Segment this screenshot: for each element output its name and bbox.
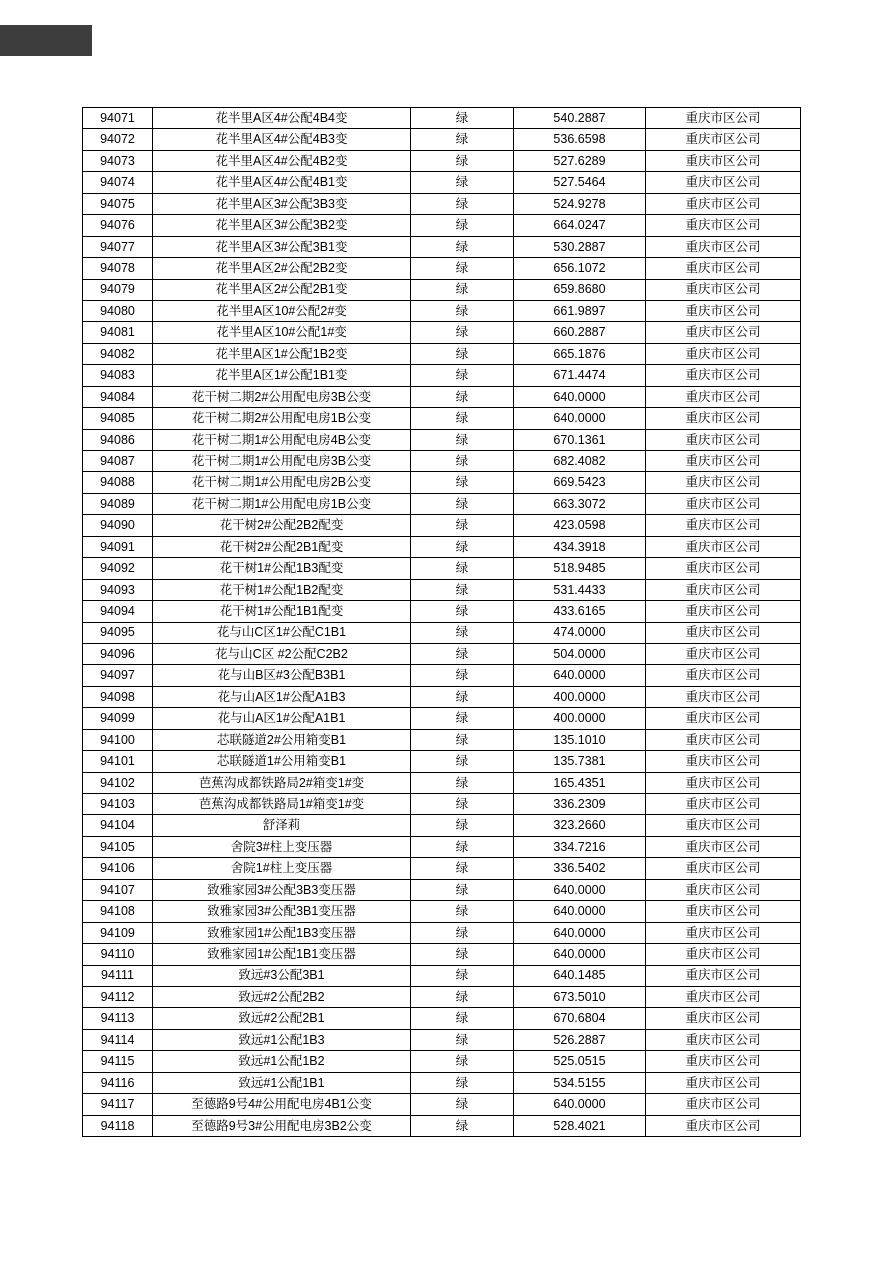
table-row [83,858,801,879]
cell-capacity-value: 530.2887 [514,236,646,257]
table-row [83,451,801,472]
cell-capacity-value: 525.0515 [514,1051,646,1072]
table-row [83,836,801,857]
cell-capacity-value: 640.0000 [514,665,646,686]
cell-company: 重庆市区公司 [646,794,801,815]
cell-status: 绿 [411,515,514,536]
cell-transformer-name: 致远#1公配1B1 [153,1072,411,1093]
cell-row-id: 94112 [83,986,153,1007]
cell-status: 绿 [411,1029,514,1050]
cell-row-id: 94080 [83,300,153,321]
cell-company: 重庆市区公司 [646,365,801,386]
cell-transformer-name: 致远#1公配1B2 [153,1051,411,1072]
cell-company: 重庆市区公司 [646,429,801,450]
cell-transformer-name: 舍院3#柱上变压器 [153,836,411,857]
cell-capacity-value: 524.9278 [514,193,646,214]
cell-row-id: 94083 [83,365,153,386]
cell-row-id: 94075 [83,193,153,214]
cell-capacity-value: 531.4433 [514,579,646,600]
cell-capacity-value: 669.5423 [514,472,646,493]
cell-row-id: 94115 [83,1051,153,1072]
cell-transformer-name: 芭蕉沟成都铁路局2#箱变1#变 [153,772,411,793]
cell-transformer-name: 花干树1#公配1B1配变 [153,601,411,622]
cell-transformer-name: 花半里A区4#公配4B2变 [153,150,411,171]
cell-company: 重庆市区公司 [646,1029,801,1050]
cell-row-id: 94073 [83,150,153,171]
cell-transformer-name: 致雅家园3#公配3B1变压器 [153,901,411,922]
table-row [83,172,801,193]
cell-transformer-name: 花干树1#公配1B2配变 [153,579,411,600]
table-row [83,879,801,900]
cell-row-id: 94089 [83,493,153,514]
cell-transformer-name: 花与山C区1#公配C1B1 [153,622,411,643]
cell-transformer-name: 至德路9号3#公用配电房3B2公变 [153,1115,411,1136]
cell-row-id: 94109 [83,922,153,943]
cell-capacity-value: 527.6289 [514,150,646,171]
table-row [83,579,801,600]
table-row [83,922,801,943]
cell-status: 绿 [411,493,514,514]
cell-company: 重庆市区公司 [646,751,801,772]
table-row [83,729,801,750]
cell-transformer-name: 花与山C区 #2公配C2B2 [153,643,411,664]
cell-capacity-value: 670.6804 [514,1008,646,1029]
cell-company: 重庆市区公司 [646,815,801,836]
cell-status: 绿 [411,665,514,686]
cell-transformer-name: 花干树1#公配1B3配变 [153,558,411,579]
cell-capacity-value: 540.2887 [514,108,646,129]
cell-capacity-value: 534.5155 [514,1072,646,1093]
cell-status: 绿 [411,386,514,407]
cell-status: 绿 [411,879,514,900]
table-row [83,901,801,922]
cell-company: 重庆市区公司 [646,472,801,493]
cell-row-id: 94117 [83,1094,153,1115]
cell-status: 绿 [411,172,514,193]
table-row [83,1008,801,1029]
cell-status: 绿 [411,300,514,321]
cell-status: 绿 [411,686,514,707]
cell-transformer-name: 花半里A区3#公配3B2变 [153,215,411,236]
cell-capacity-value: 528.4021 [514,1115,646,1136]
cell-row-id: 94094 [83,601,153,622]
cell-company: 重庆市区公司 [646,729,801,750]
cell-status: 绿 [411,408,514,429]
cell-row-id: 94100 [83,729,153,750]
cell-row-id: 94110 [83,944,153,965]
cell-company: 重庆市区公司 [646,922,801,943]
cell-row-id: 94072 [83,129,153,150]
cell-status: 绿 [411,215,514,236]
cell-row-id: 94099 [83,708,153,729]
screen-corner-artifact [0,25,92,56]
cell-capacity-value: 640.0000 [514,408,646,429]
cell-company: 重庆市区公司 [646,536,801,557]
cell-company: 重庆市区公司 [646,1051,801,1072]
table-row [83,386,801,407]
cell-company: 重庆市区公司 [646,901,801,922]
cell-row-id: 94098 [83,686,153,707]
table-row [83,986,801,1007]
cell-status: 绿 [411,279,514,300]
cell-transformer-name: 花与山B区#3公配B3B1 [153,665,411,686]
cell-company: 重庆市区公司 [646,215,801,236]
cell-company: 重庆市区公司 [646,665,801,686]
table-row [83,686,801,707]
cell-status: 绿 [411,1115,514,1136]
table-row [83,1051,801,1072]
cell-transformer-name: 致雅家园3#公配3B3变压器 [153,879,411,900]
cell-row-id: 94107 [83,879,153,900]
table-row [83,708,801,729]
cell-status: 绿 [411,429,514,450]
cell-capacity-value: 664.0247 [514,215,646,236]
cell-row-id: 94085 [83,408,153,429]
cell-row-id: 94087 [83,451,153,472]
cell-company: 重庆市区公司 [646,108,801,129]
cell-transformer-name: 花干树二期1#公用配电房4B公变 [153,429,411,450]
cell-row-id: 94077 [83,236,153,257]
cell-capacity-value: 660.2887 [514,322,646,343]
cell-capacity-value: 640.0000 [514,879,646,900]
table-row [83,343,801,364]
cell-status: 绿 [411,579,514,600]
cell-company: 重庆市区公司 [646,386,801,407]
cell-status: 绿 [411,129,514,150]
cell-row-id: 94106 [83,858,153,879]
table-row [83,108,801,129]
cell-transformer-name: 花半里A区10#公配1#变 [153,322,411,343]
cell-status: 绿 [411,965,514,986]
cell-status: 绿 [411,365,514,386]
cell-transformer-name: 至德路9号4#公用配电房4B1公变 [153,1094,411,1115]
cell-company: 重庆市区公司 [646,1008,801,1029]
cell-row-id: 94078 [83,258,153,279]
cell-transformer-name: 花干树二期1#公用配电房1B公变 [153,493,411,514]
cell-status: 绿 [411,236,514,257]
table-row [83,751,801,772]
cell-capacity-value: 336.5402 [514,858,646,879]
cell-transformer-name: 致远#3公配3B1 [153,965,411,986]
table-row [83,601,801,622]
cell-capacity-value: 659.8680 [514,279,646,300]
cell-capacity-value: 323.2660 [514,815,646,836]
table-row [83,794,801,815]
cell-company: 重庆市区公司 [646,622,801,643]
table-row [83,300,801,321]
table-row [83,493,801,514]
cell-transformer-name: 花半里A区2#公配2B2变 [153,258,411,279]
cell-row-id: 94113 [83,1008,153,1029]
cell-transformer-name: 花半里A区3#公配3B1变 [153,236,411,257]
cell-transformer-name: 致远#1公配1B3 [153,1029,411,1050]
cell-capacity-value: 474.0000 [514,622,646,643]
cell-row-id: 94118 [83,1115,153,1136]
cell-capacity-value: 663.3072 [514,493,646,514]
cell-status: 绿 [411,815,514,836]
cell-capacity-value: 527.5464 [514,172,646,193]
cell-capacity-value: 640.1485 [514,965,646,986]
cell-status: 绿 [411,794,514,815]
cell-row-id: 94088 [83,472,153,493]
table-row [83,965,801,986]
cell-company: 重庆市区公司 [646,451,801,472]
cell-transformer-name: 花干树二期2#公用配电房3B公变 [153,386,411,407]
cell-capacity-value: 661.9897 [514,300,646,321]
cell-status: 绿 [411,558,514,579]
cell-status: 绿 [411,1094,514,1115]
cell-capacity-value: 640.0000 [514,922,646,943]
cell-company: 重庆市区公司 [646,836,801,857]
cell-status: 绿 [411,343,514,364]
cell-status: 绿 [411,472,514,493]
cell-capacity-value: 640.0000 [514,1094,646,1115]
cell-row-id: 94079 [83,279,153,300]
cell-capacity-value: 682.4082 [514,451,646,472]
cell-status: 绿 [411,1008,514,1029]
cell-company: 重庆市区公司 [646,579,801,600]
cell-capacity-value: 640.0000 [514,901,646,922]
table-row [83,622,801,643]
cell-transformer-name: 致雅家园1#公配1B3变压器 [153,922,411,943]
cell-company: 重庆市区公司 [646,258,801,279]
cell-row-id: 94101 [83,751,153,772]
cell-company: 重庆市区公司 [646,944,801,965]
cell-status: 绿 [411,922,514,943]
cell-company: 重庆市区公司 [646,172,801,193]
cell-status: 绿 [411,751,514,772]
cell-status: 绿 [411,643,514,664]
cell-capacity-value: 504.0000 [514,643,646,664]
cell-company: 重庆市区公司 [646,879,801,900]
cell-row-id: 94108 [83,901,153,922]
cell-transformer-name: 致远#2公配2B1 [153,1008,411,1029]
cell-transformer-name: 花干树二期2#公用配电房1B公变 [153,408,411,429]
cell-capacity-value: 433.6165 [514,601,646,622]
table-row [83,815,801,836]
cell-capacity-value: 673.5010 [514,986,646,1007]
cell-transformer-name: 花半里A区1#公配1B2变 [153,343,411,364]
cell-company: 重庆市区公司 [646,858,801,879]
cell-capacity-value: 165.4351 [514,772,646,793]
cell-company: 重庆市区公司 [646,193,801,214]
table-row [83,429,801,450]
cell-company: 重庆市区公司 [646,772,801,793]
cell-capacity-value: 536.6598 [514,129,646,150]
cell-transformer-name: 花干树二期1#公用配电房2B公变 [153,472,411,493]
cell-status: 绿 [411,836,514,857]
table-row [83,1094,801,1115]
transformer-table [82,107,801,1137]
cell-company: 重庆市区公司 [646,236,801,257]
cell-row-id: 94096 [83,643,153,664]
table-row [83,322,801,343]
cell-row-id: 94093 [83,579,153,600]
cell-transformer-name: 舒泽莉 [153,815,411,836]
cell-transformer-name: 致远#2公配2B2 [153,986,411,1007]
cell-status: 绿 [411,451,514,472]
table-row [83,215,801,236]
cell-row-id: 94105 [83,836,153,857]
cell-status: 绿 [411,729,514,750]
cell-transformer-name: 花与山A区1#公配A1B3 [153,686,411,707]
cell-company: 重庆市区公司 [646,1094,801,1115]
cell-transformer-name: 花干树2#公配2B2配变 [153,515,411,536]
cell-status: 绿 [411,622,514,643]
cell-status: 绿 [411,150,514,171]
cell-company: 重庆市区公司 [646,129,801,150]
table-row [83,944,801,965]
cell-row-id: 94090 [83,515,153,536]
cell-capacity-value: 434.3918 [514,536,646,557]
cell-capacity-value: 640.0000 [514,386,646,407]
cell-capacity-value: 400.0000 [514,686,646,707]
cell-status: 绿 [411,108,514,129]
cell-company: 重庆市区公司 [646,708,801,729]
cell-status: 绿 [411,1051,514,1072]
cell-capacity-value: 334.7216 [514,836,646,857]
table-row [83,193,801,214]
cell-row-id: 94076 [83,215,153,236]
cell-transformer-name: 花半里A区10#公配2#变 [153,300,411,321]
cell-capacity-value: 135.7381 [514,751,646,772]
cell-row-id: 94074 [83,172,153,193]
cell-transformer-name: 花干树二期1#公用配电房3B公变 [153,451,411,472]
table-row [83,643,801,664]
cell-transformer-name: 舍院1#柱上变压器 [153,858,411,879]
cell-row-id: 94092 [83,558,153,579]
cell-status: 绿 [411,944,514,965]
cell-company: 重庆市区公司 [646,343,801,364]
cell-status: 绿 [411,901,514,922]
table-row [83,558,801,579]
cell-company: 重庆市区公司 [646,643,801,664]
cell-capacity-value: 336.2309 [514,794,646,815]
cell-transformer-name: 花半里A区4#公配4B4变 [153,108,411,129]
cell-company: 重庆市区公司 [646,1072,801,1093]
cell-row-id: 94071 [83,108,153,129]
table-row [83,665,801,686]
cell-company: 重庆市区公司 [646,322,801,343]
table-row [83,515,801,536]
table-row [83,1115,801,1136]
table-row [83,536,801,557]
cell-company: 重庆市区公司 [646,558,801,579]
cell-status: 绿 [411,708,514,729]
cell-capacity-value: 423.0598 [514,515,646,536]
cell-transformer-name: 致雅家园1#公配1B1变压器 [153,944,411,965]
table-row [83,772,801,793]
table-row [83,1072,801,1093]
cell-row-id: 94104 [83,815,153,836]
cell-transformer-name: 芯联隧道2#公用箱变B1 [153,729,411,750]
cell-capacity-value: 671.4474 [514,365,646,386]
cell-company: 重庆市区公司 [646,1115,801,1136]
cell-company: 重庆市区公司 [646,601,801,622]
cell-status: 绿 [411,986,514,1007]
cell-row-id: 94081 [83,322,153,343]
cell-row-id: 94086 [83,429,153,450]
cell-transformer-name: 花干树2#公配2B1配变 [153,536,411,557]
cell-company: 重庆市区公司 [646,686,801,707]
cell-transformer-name: 花半里A区2#公配2B1变 [153,279,411,300]
cell-company: 重庆市区公司 [646,986,801,1007]
cell-company: 重庆市区公司 [646,150,801,171]
table-row [83,408,801,429]
cell-transformer-name: 芯联隧道1#公用箱变B1 [153,751,411,772]
cell-company: 重庆市区公司 [646,408,801,429]
table-body [83,108,801,1137]
cell-company: 重庆市区公司 [646,515,801,536]
cell-row-id: 94084 [83,386,153,407]
cell-transformer-name: 芭蕉沟成都铁路局1#箱变1#变 [153,794,411,815]
cell-row-id: 94114 [83,1029,153,1050]
table-row [83,150,801,171]
cell-capacity-value: 518.9485 [514,558,646,579]
cell-transformer-name: 花与山A区1#公配A1B1 [153,708,411,729]
cell-transformer-name: 花半里A区3#公配3B3变 [153,193,411,214]
cell-status: 绿 [411,536,514,557]
cell-capacity-value: 135.1010 [514,729,646,750]
cell-row-id: 94082 [83,343,153,364]
cell-company: 重庆市区公司 [646,300,801,321]
cell-row-id: 94095 [83,622,153,643]
cell-status: 绿 [411,772,514,793]
cell-capacity-value: 656.1072 [514,258,646,279]
table-row [83,258,801,279]
table-row [83,472,801,493]
cell-row-id: 94116 [83,1072,153,1093]
table-row [83,1029,801,1050]
cell-company: 重庆市区公司 [646,493,801,514]
cell-transformer-name: 花半里A区1#公配1B1变 [153,365,411,386]
cell-row-id: 94111 [83,965,153,986]
cell-capacity-value: 665.1876 [514,343,646,364]
cell-status: 绿 [411,322,514,343]
cell-row-id: 94097 [83,665,153,686]
table-row [83,365,801,386]
cell-row-id: 94103 [83,794,153,815]
cell-status: 绿 [411,601,514,622]
table-row [83,236,801,257]
cell-capacity-value: 526.2887 [514,1029,646,1050]
cell-status: 绿 [411,193,514,214]
cell-row-id: 94102 [83,772,153,793]
cell-row-id: 94091 [83,536,153,557]
table-row [83,129,801,150]
cell-transformer-name: 花半里A区4#公配4B3变 [153,129,411,150]
cell-company: 重庆市区公司 [646,279,801,300]
cell-status: 绿 [411,1072,514,1093]
cell-status: 绿 [411,258,514,279]
cell-capacity-value: 670.1361 [514,429,646,450]
cell-capacity-value: 400.0000 [514,708,646,729]
cell-status: 绿 [411,858,514,879]
cell-company: 重庆市区公司 [646,965,801,986]
cell-capacity-value: 640.0000 [514,944,646,965]
cell-transformer-name: 花半里A区4#公配4B1变 [153,172,411,193]
table-row [83,279,801,300]
